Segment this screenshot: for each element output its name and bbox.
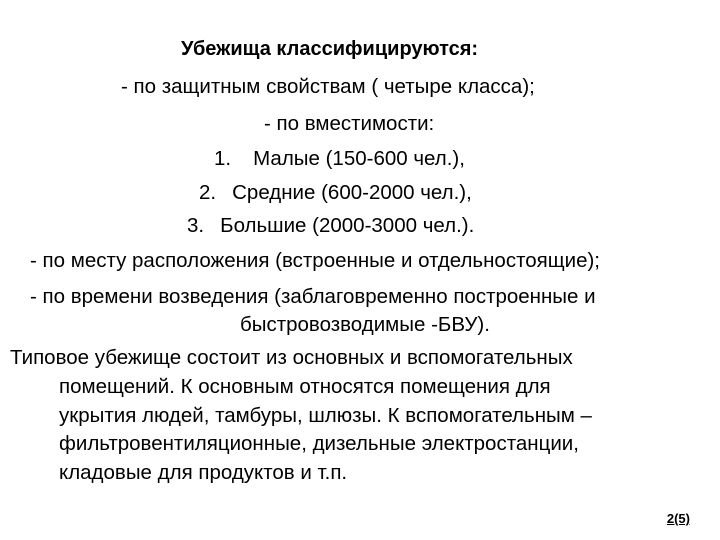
capacity-item-medium [199,180,472,206]
item-location: - по месту расположения (встроенные и отдельностоящие); [30,249,600,272]
list-item-text: Средние (600-2000 чел.), [232,181,472,204]
list-number: 3. [187,214,205,237]
item-protective-properties: - по защитным свойствам ( четыре класса); [121,75,535,98]
paragraph-line: фильтровентиляционные, дизельные электростанции, [59,432,579,455]
item-capacity: - по вместимости: [264,112,435,135]
paragraph-line: кладовые для продуктов и т.п. [59,461,348,484]
list-item-text: Малые (150-600 чел.), [253,147,465,170]
list-number: 1. [214,147,232,170]
page-number: 2(5) [666,511,690,526]
item-construction-time: - по времени возведения (заблаговременно построенные и [30,285,596,308]
slide-title: Убежища классифицируются: [181,38,479,60]
capacity-item-small [214,146,465,172]
capacity-item-large [187,213,474,239]
list-item-text: Большие (2000-3000 чел.). [220,214,475,237]
item-construction-time-continued: быстровозводимые -БВУ). [240,313,490,336]
paragraph-line: Типовое убежище состоит из основных и вспомогательных [10,346,573,369]
paragraph-line: укрытия людей, тамбуры, шлюзы. К вспомогательным – [59,404,592,427]
list-number: 2. [199,181,217,204]
paragraph-line: помещений. К основным относятся помещения для [59,375,551,398]
